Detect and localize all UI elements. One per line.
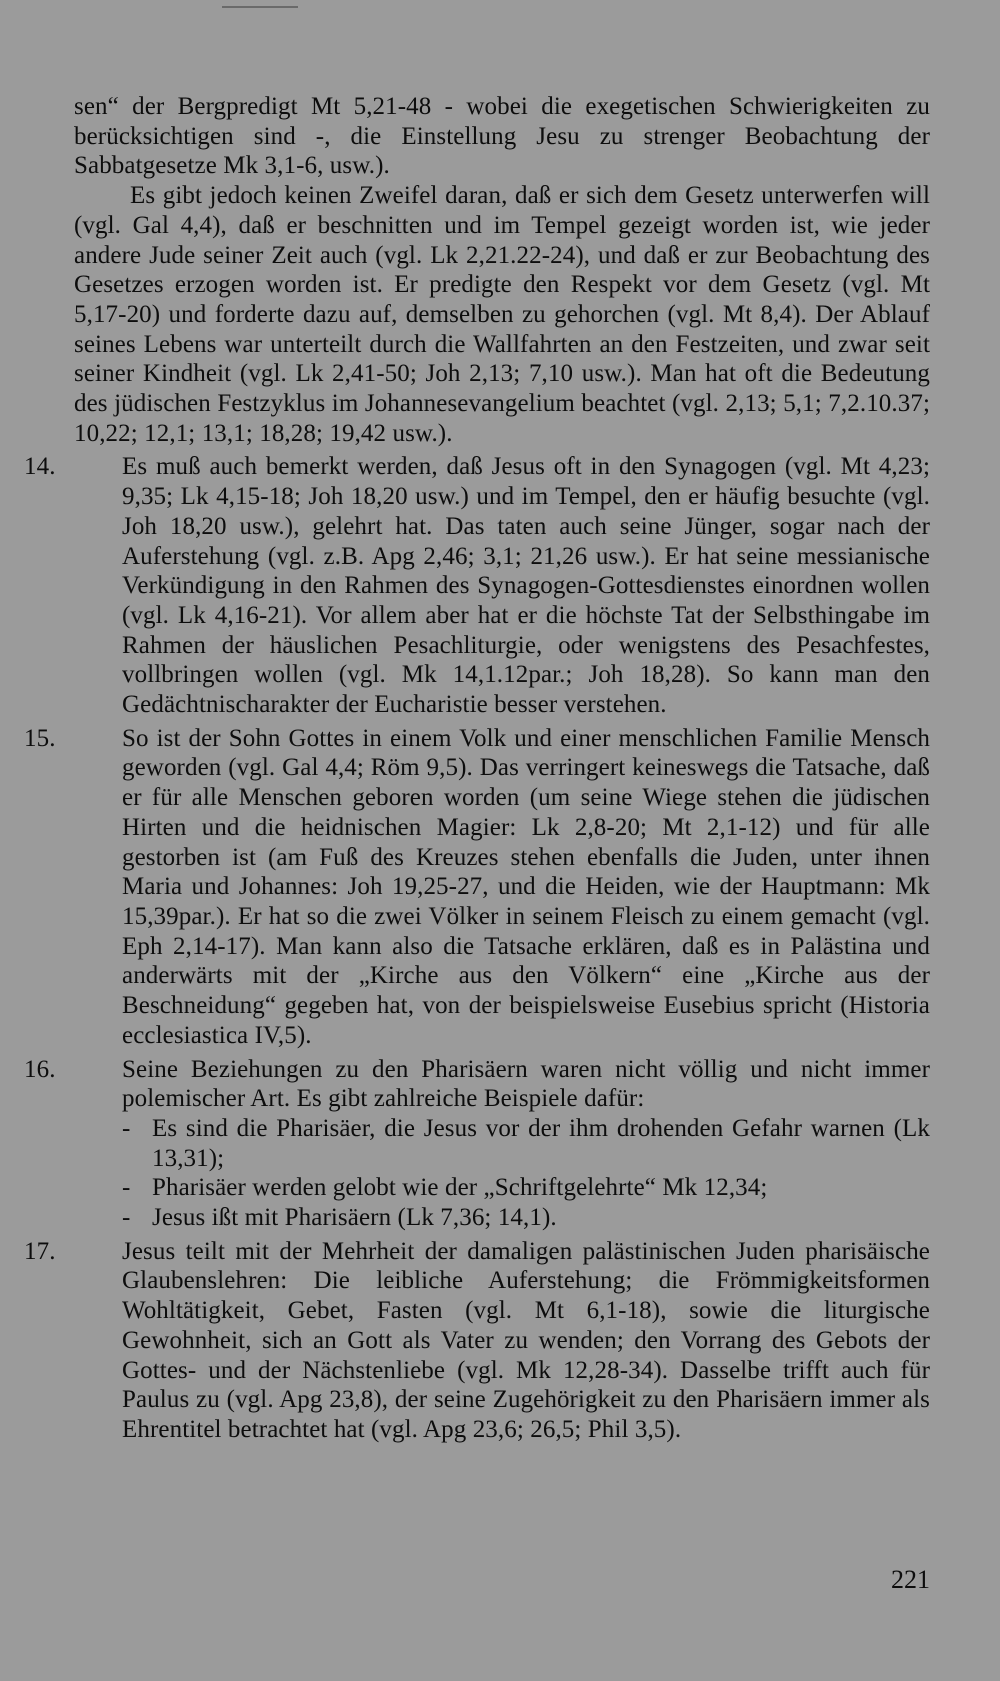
- item-number: 16.: [24, 1055, 56, 1083]
- numbered-item-15: [24, 724, 930, 1051]
- list-item: [122, 1173, 930, 1203]
- item-text: Es muß auch bemerkt werden, daß Jesus oft in den Synagogen (vgl. Mt 4,23; 9,35; Lk 4,15-18; Joh 18,20 usw.) und im Tempel, den er häufig besuchte (vgl. Joh 18,20 usw.), gelehrt hat. Das taten auch seine Jünger, sogar nach der Auferstehung (vgl. z.B. Apg 2,46; 3,1; 21,26 usw.). Er hat seine messianische Verkündigung in den Rahmen des Synagogen-Gottesdienstes einordnen wollen (vgl. Lk 4,16-21). Vor allem aber hat er die höchste Tat der Selbsthingabe im Rahmen der häuslichen Pesachliturgie, oder wenigstens des Pesachfestes, vollbringen wollen (vgl. Mk 14,1.12par.; Joh 18,28). So kann man den Gedächtnischarakter der Eucharistie besser verstehen.: [122, 453, 930, 719]
- page-number: 221: [891, 1565, 930, 1594]
- dash-list: [122, 1114, 930, 1233]
- dash-marker: -: [122, 1174, 131, 1202]
- list-item-text: Pharisäer werden gelobt wie der „Schriftgelehrte“ Mk 12,34;: [152, 1174, 768, 1202]
- document-page: [24, 92, 930, 1445]
- intro-paragraph-2: Es gibt jedoch keinen Zweifel daran, daß er sich dem Gesetz unterwerfen will (vgl. Gal 4,4), daß er beschnitten und im Tempel gezeigt worden ist, wie jeder andere Jude seiner Zeit auch (vgl. Lk 2,21.22-24), und daß er zur Beobachtung des Gesetzes erzogen worden ist. Er predigte den Respekt vor dem Gesetz (vgl. Mt 5,17-20) und forderte dazu auf, demselben zu gehorchen (vgl. Mt 8,4). Der Ablauf seines Lebens war unterteilt durch die Wallfahrten an den Festzeiten, und zwar seit seiner Kindheit (vgl. Lk 2,41-50; Joh 2,13; 7,10 usw.). Man hat oft die Bedeutung des jüdischen Festzyklus im Johannesevangelium beachtet (vgl. 2,13; 5,1; 7,2.10.37; 10,22; 12,1; 13,1; 18,28; 19,42 usw.).: [74, 182, 930, 447]
- item-text: Jesus teilt mit der Mehrheit der damaligen palästinischen Juden pharisäische Glaubenslehren: Die leibliche Auferstehung; die Frömmigkeitsformen Wohltätigkeit, Gebet, Fasten (vgl. Mt 6,1-18), sowie die liturgische Gewohnheit, sich an Gott als Vater zu wenden; den Vorrang des Gebots der Gottes- und der Nächstenliebe (vgl. Mk 12,28-34). Dasselbe trifft auch für Paulus zu (vgl. Apg 23,8), der seine Zugehörigkeit zu den Pharisäern immer als Ehrentitel betrachtet hat (vgl. Apg 23,6; 26,5; Phil 3,5).: [122, 1237, 930, 1443]
- list-item: [122, 1203, 930, 1233]
- list-item-text: Jesus ißt mit Pharisäern (Lk 7,36; 14,1).: [152, 1204, 557, 1232]
- item-number: 14.: [24, 453, 56, 481]
- intro-paragraph-1: sen“ der Bergpredigt Mt 5,21-48 - wobei die exegetischen Schwierigkeiten zu berücksichtigen sind -, die Einstellung Jesu zu strenger Beobachtung der Sabbatgesetze Mk 3,1-6, usw.).: [74, 93, 930, 180]
- list-item-text: Es sind die Pharisäer, die Jesus vor der ihm drohenden Gefahr warnen (Lk 13,31);: [152, 1114, 930, 1172]
- list-item: [122, 1114, 930, 1173]
- numbered-item-16: [24, 1055, 930, 1233]
- numbered-item-14: [24, 452, 930, 719]
- item-text: So ist der Sohn Gottes in einem Volk und einer menschlichen Familie Mensch geworden (vgl. Gal 4,4; Röm 9,5). Das verringert keineswegs die Tatsache, daß er für alle Menschen geboren worden (um seine Wiege stehen die jüdischen Hirten und die heidnischen Magier: Lk 2,8-20; Mt 2,1-12) und für alle gestorben ist (am Fuß des Kreuzes stehen ebenfalls die Juden, unter ihnen Maria und Johannes: Joh 19,25-27, und die Heiden, wie der Hauptmann: Mk 15,39par.). Er hat so die zwei Völker in seinem Fleisch zu einem gemacht (vgl. Eph 2,14-17). Man kann also die Tatsache erklären, daß es in Palästina und anderwärts mit der „Kirche aus den Völkern“ eine „Kirche aus der Beschneidung“ gegeben hat, von der beispielsweise Eusebius spricht (Historia ecclesiastica IV,5).: [122, 724, 930, 1049]
- item-number: 15.: [24, 724, 56, 752]
- top-rule: [222, 6, 298, 8]
- dash-marker: -: [122, 1114, 131, 1142]
- numbered-item-17: [24, 1237, 930, 1445]
- item-number: 17.: [24, 1237, 56, 1265]
- dash-marker: -: [122, 1204, 131, 1232]
- item-text: Seine Beziehungen zu den Pharisäern waren nicht völlig und nicht immer polemischer Art. Es gibt zahlreiche Beispiele dafür:: [122, 1055, 930, 1113]
